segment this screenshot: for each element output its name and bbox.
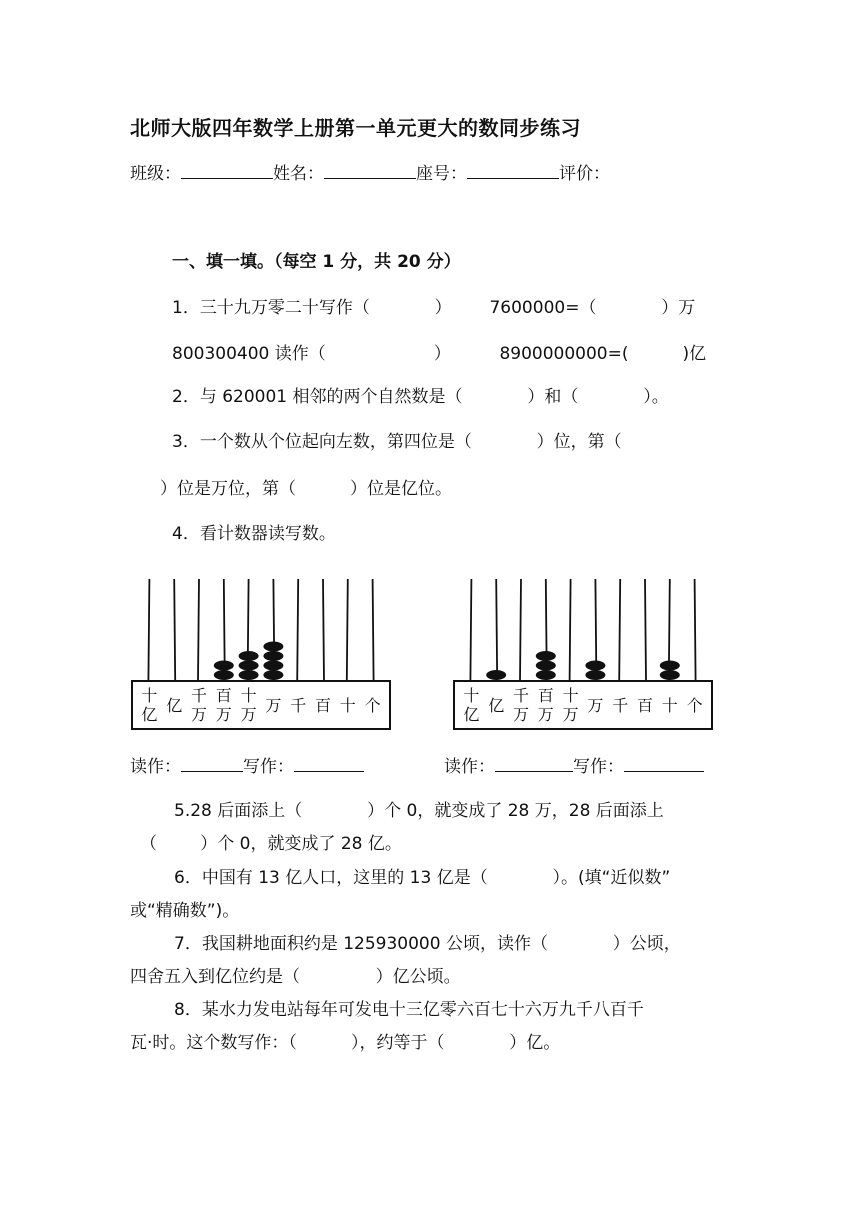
abacus-right-place-label: 万	[587, 696, 604, 715]
question-7-line-2: 四舍五入到亿位约是（ ）亿公顷。	[130, 967, 461, 987]
abacus-left-bead	[263, 651, 283, 661]
abacus-right-rod	[570, 579, 571, 681]
question-1-line-1: 1．三十九万零二十写作（ ） 7600000=（ ）万	[172, 298, 696, 318]
abacus-right-place-label: 十	[661, 696, 678, 715]
abacus-left-rod	[148, 579, 149, 681]
left-write-label: 写作：	[243, 757, 294, 777]
right-read-label: 读作：	[444, 757, 495, 777]
question-2: 2．与 620001 相邻的两个自然数是（ ）和（ ）。	[172, 387, 669, 407]
question-3-line-1: 3．一个数从个位起向左数，第四位是（ ）位，第（	[172, 432, 622, 452]
class-label: 班级：	[130, 164, 181, 184]
abacus-left-answer-row	[130, 753, 364, 779]
abacus-right-bead	[536, 670, 556, 680]
abacus-right-bead	[660, 661, 680, 671]
right-write-label: 写作：	[573, 757, 624, 777]
abacus-right-rod	[496, 579, 497, 681]
abacus-right-bead	[585, 661, 605, 671]
seat-blank[interactable]	[467, 160, 559, 179]
abacus-left-bead	[263, 642, 283, 652]
abacus-right-rod	[695, 579, 696, 681]
right-write-blank[interactable]	[624, 753, 704, 772]
student-info-row	[130, 160, 610, 186]
abacus-left-rod	[198, 579, 199, 681]
question-5-line-1: 5.28 后面添上（ ）个 0，就变成了 28 万，28 后面添上	[174, 801, 664, 821]
abacus-left-place-label: 百	[314, 696, 332, 715]
abacus-right	[450, 575, 718, 739]
question-6-line-2: 或“精确数”)。	[130, 901, 240, 921]
question-6-line-1: 6．中国有 13 亿人口，这里的 13 亿是（ ）。(填“近似数”	[174, 868, 671, 888]
abacus-right-bead	[536, 651, 556, 661]
abacus-right-rod	[619, 579, 620, 681]
abacus-right-bead	[660, 670, 680, 680]
abacus-left-bead	[263, 661, 283, 671]
abacus-right-rod	[645, 579, 646, 681]
eval-label: 评价：	[559, 164, 610, 184]
left-write-blank[interactable]	[294, 753, 364, 772]
abacus-left-place-label: 万	[265, 696, 282, 715]
abacus-left-place-label: 十	[339, 696, 356, 715]
abacus-left-place-label: 千	[290, 696, 307, 715]
abacus-left-drawing	[128, 575, 396, 735]
abacus-right-answer-row	[444, 753, 704, 779]
abacus-left-bead	[239, 651, 259, 661]
abacus-right-drawing	[450, 575, 718, 735]
left-read-label: 读作：	[130, 757, 181, 777]
abacus-left-rod	[347, 579, 348, 681]
abacus-left-rod	[373, 579, 374, 681]
abacus-left-rod	[323, 579, 324, 681]
question-1-line-2: 800300400 读作（ ） 8900000000=( )亿	[172, 344, 707, 364]
abacus-right-rod	[520, 579, 521, 681]
abacus-right-place-label: 百万	[537, 686, 554, 724]
question-8-line-1: 8．某水力发电站每年可发电十三亿零六百七十六万九千八百千	[174, 1000, 644, 1020]
section-heading: 一、填一填。（每空 1 分，共 20 分）	[172, 252, 461, 272]
abacus-left-rod	[174, 579, 175, 681]
question-5-line-2: （ ）个 0，就变成了 28 亿。	[140, 834, 402, 854]
question-7-line-1: 7．我国耕地面积约是 125930000 公顷，读作（ ）公顷，	[174, 934, 681, 954]
seat-label: 座号：	[416, 164, 467, 184]
left-read-blank[interactable]	[181, 753, 243, 772]
abacus-left-place-label: 百万	[215, 686, 232, 724]
abacus-right-place-label: 千	[612, 696, 629, 715]
abacus-left-place-label: 个	[364, 696, 381, 715]
abacus-left-bead	[214, 670, 234, 680]
abacus-left-bead	[239, 670, 259, 680]
abacus-right-place-label: 个	[686, 696, 703, 715]
abacus-right-bead	[585, 670, 605, 680]
question-8-line-2: 瓦·时。这个数写作：（ ），约等于（ ）亿。	[130, 1033, 561, 1053]
abacus-left-place-label: 千万	[190, 686, 208, 724]
abacus-left-bead	[214, 661, 234, 671]
abacus-left-rod	[297, 579, 298, 681]
abacus-right-place-label: 十亿	[463, 686, 480, 724]
abacus-left	[128, 575, 396, 739]
abacus-right-rod	[470, 579, 471, 681]
name-blank[interactable]	[324, 160, 416, 179]
abacus-left-place-label: 十亿	[141, 686, 158, 724]
abacus-right-bead	[536, 661, 556, 671]
abacus-left-place-label: 亿	[166, 696, 183, 715]
question-4: 4．看计数器读写数。	[172, 524, 336, 544]
question-3-line-2: ）位是万位，第（ ）位是亿位。	[160, 479, 453, 499]
abacus-right-place-label: 百	[636, 696, 654, 715]
abacus-right-place-label: 亿	[488, 696, 505, 715]
abacus-left-bead	[263, 670, 283, 680]
right-read-blank[interactable]	[495, 753, 573, 772]
abacus-right-bead	[486, 670, 506, 680]
class-blank[interactable]	[181, 160, 273, 179]
abacus-left-bead	[239, 661, 259, 671]
page-title: 北师大版四年数学上册第一单元更大的数同步练习	[130, 116, 581, 140]
abacus-right-place-label: 千万	[512, 686, 530, 724]
abacus-left-place-label: 十万	[240, 686, 257, 724]
abacus-right-place-label: 十万	[562, 686, 579, 724]
name-label: 姓名：	[273, 164, 324, 184]
